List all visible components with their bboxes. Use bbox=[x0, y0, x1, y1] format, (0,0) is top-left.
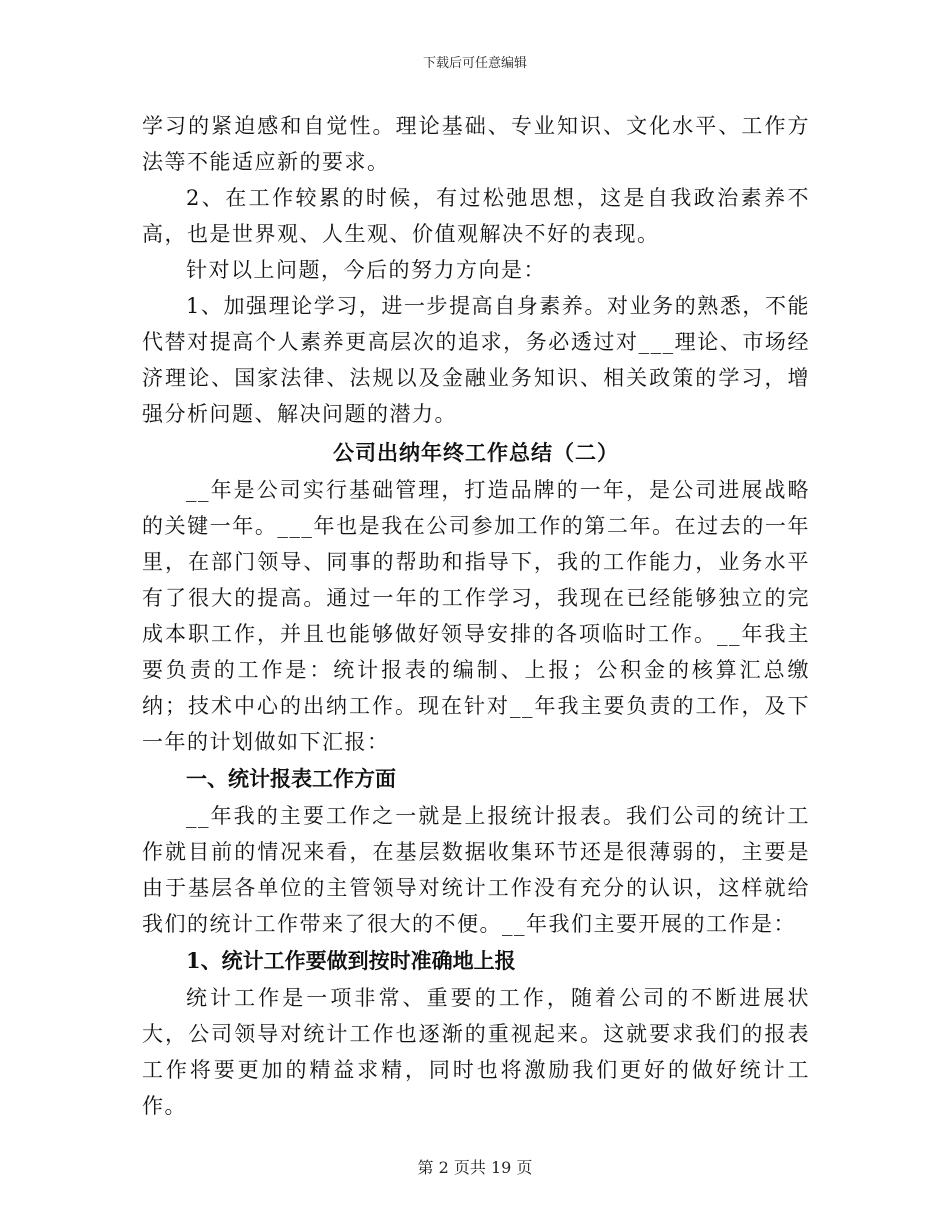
page-header: 下载后可任意编辑 bbox=[422, 56, 527, 71]
document-body bbox=[142, 108, 810, 1124]
page-footer: 第 2 页共 19 页 bbox=[417, 1158, 533, 1177]
paragraph-statistics: __年我的主要工作之一就是上报统计报表。我们公司的统计工作就目前的情况来看，在基层数据收集环节还是很薄弱的，主要是由于基层各单位的主管领导对统计工作没有充分的认识，这样就给我们的统计工作带来了很大的不便。__年我们主要开展的工作是： bbox=[142, 804, 810, 936]
paragraph-continuation: 学习的紧迫感和自觉性。理论基础、专业知识、文化水平、工作方法等不能适应新的要求。 bbox=[142, 114, 810, 174]
paragraph-point-1-study: 1、加强理论学习，进一步提高自身素养。对业务的熟悉，不能代替对提高个人素养更高层次的追求，务必透过对___理论、市场经济理论、国家法律、法规以及金融业务知识、相关政策的学习，增强分析问题、解决问题的潜力。 bbox=[142, 294, 810, 426]
heading-report-on-time: 1、统计工作要做到按时准确地上报 bbox=[186, 948, 516, 973]
heading-statistics: 一、统计报表工作方面 bbox=[186, 766, 396, 791]
paragraph-direction: 针对以上问题，今后的努力方向是： bbox=[186, 258, 546, 282]
paragraph-point-2: 2、在工作较累的时候，有过松弛思想，这是自我政治素养不高，也是世界观、人生观、价值观解决不好的表现。 bbox=[142, 186, 810, 246]
paragraph-intro: __年是公司实行基础管理，打造品牌的一年，是公司进展战略的关键一年。___年也是我在公司参加工作的第二年。在过去的一年里，在部门领导、同事的帮助和指导下，我的工作能力，业务水平有了很大的提高。通过一年的工作学习，我现在已经能够独立的完成本职工作，并且也能够做好领导安排的各项临时工作。__年我主要负责的工作是：统计报表的编制、上报；公积金的核算汇总缴纳；技术中心的出纳工作。现在针对__年我主要负责的工作，及下一年的计划做如下汇报： bbox=[142, 478, 810, 754]
section-title: 公司出纳年终工作总结（二） bbox=[333, 440, 619, 465]
paragraph-report-on-time: 统计工作是一项非常、重要的工作，随着公司的不断进展状大，公司领导对统计工作也逐渐的重视起来。这就要求我们的报表工作将要更加的精益求精，同时也将激励我们更好的做好统计工作。 bbox=[142, 986, 810, 1118]
